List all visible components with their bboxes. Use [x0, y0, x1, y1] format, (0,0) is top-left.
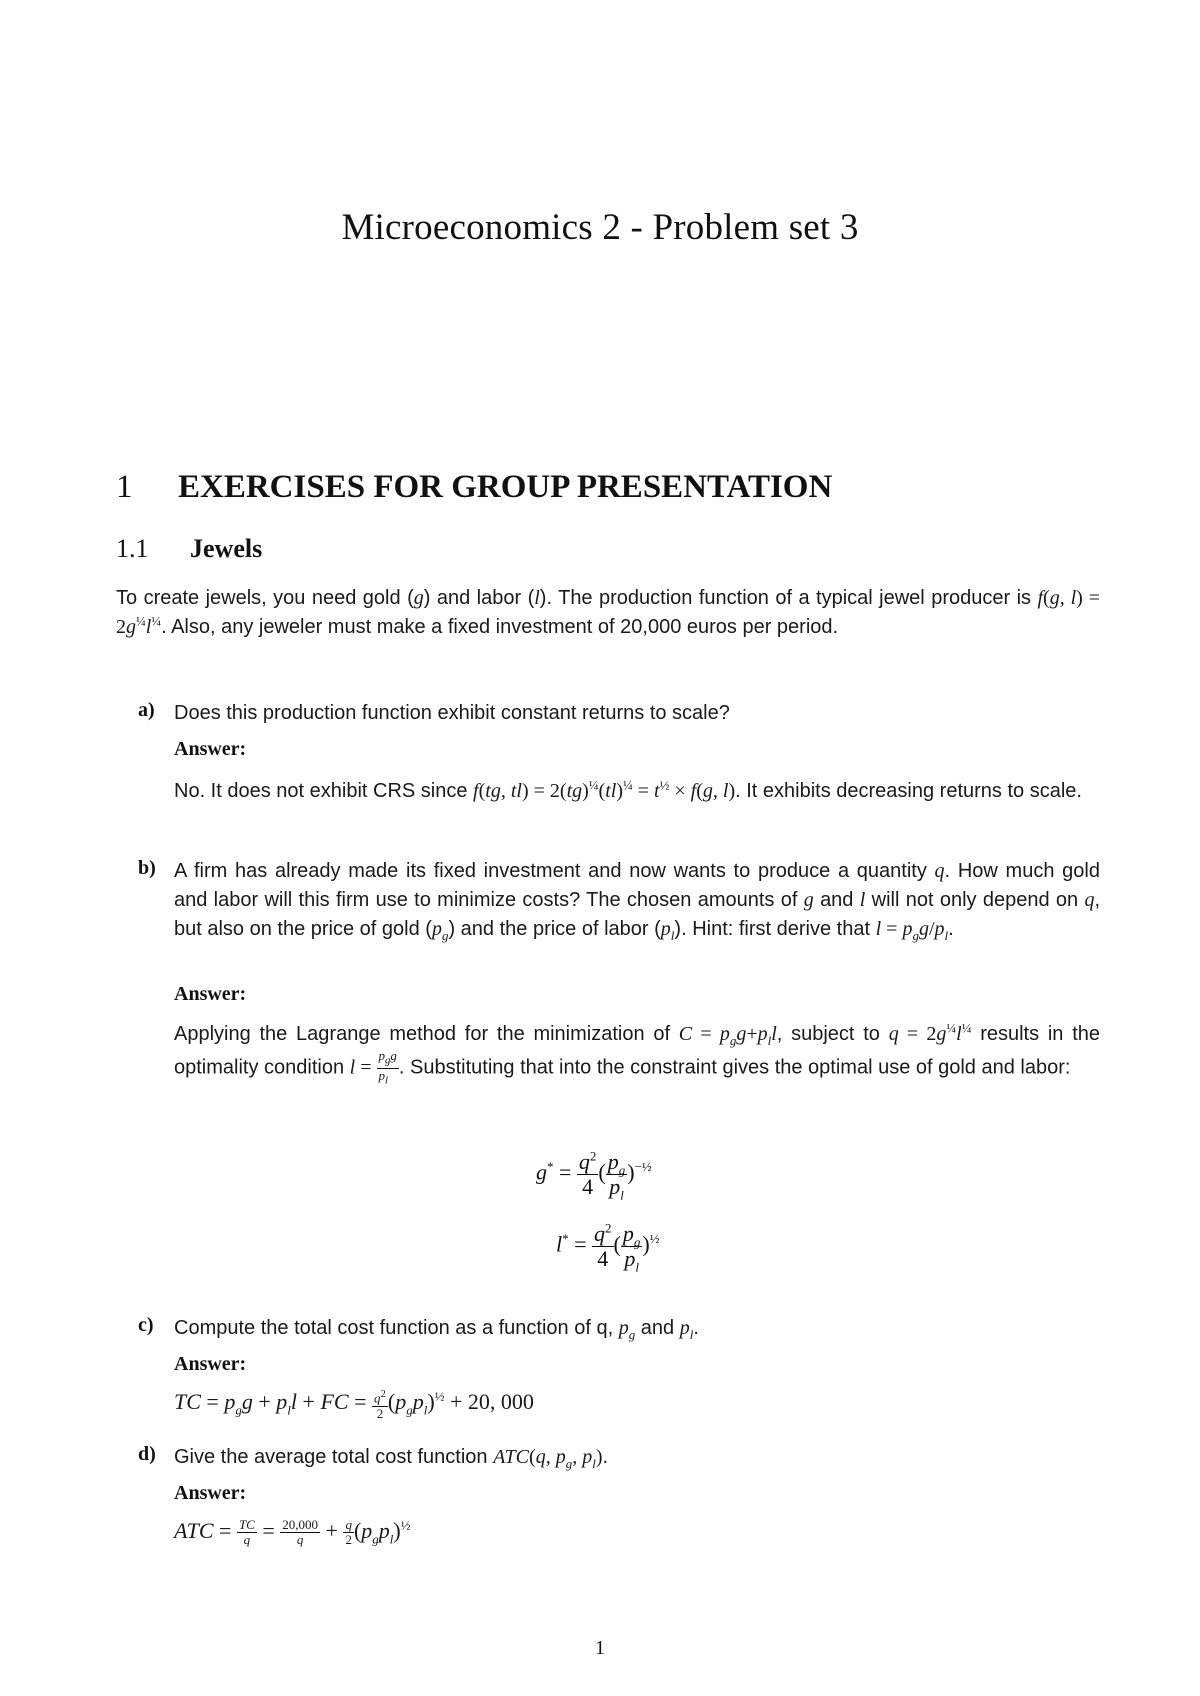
section-title: EXERCISES FOR GROUP PRESENTATION [178, 469, 833, 505]
item-c-answer-label: Answer: [174, 1353, 247, 1375]
item-b-answer: Applying the Lagrange method for the minimization of $C = p_gg+p_ll$, subject to $q = 2g^{\frac{1}{4}}l^{\frac{1}{4}}$ results in the optimality condition l = $\frac{p_gg}{p_l}$ . Substituting that into the constraint gives the optimal use of gold and labor: [174, 1020, 1100, 1087]
item-b-question: A firm has already made its fixed investment and now wants to produce a quantity q. How much gold and labor will this firm use to minimize costs? The chosen amounts of g and l will not only depend on q, but also on the price of gold $(p_g)$ and the price of labor $(p_l)$. Hint: first derive that $l = p_gg/p_l$. [174, 860, 1101, 943]
subsection-number: 1.1 [116, 534, 149, 563]
section-heading [116, 469, 832, 506]
item-a-answer-label: Answer: [174, 738, 247, 760]
section-number: 1 [116, 469, 133, 505]
item-b-answer-label: Answer: [174, 983, 247, 1005]
intro-paragraph: To create jewels, you need gold (g) and labor (l). The production function of a typical jewel producer is f(g, $l) = 2g^{\frac{1}{4}}l^{\frac{1}{4}}$. Also, any jeweler must make a fixed investment of 20,000 euros per period. [116, 587, 1100, 638]
item-a-label: a) [138, 699, 155, 721]
item-a-question: Does this production function exhibit constant returns to scale? [174, 702, 730, 724]
item-d-question: Give the average total cost function ATC(q, $p_g$, $p_l$). [174, 1446, 609, 1471]
item-c-answer: TC = $p_gg + p_ll$ + FC = $\frac{q^2}{2}$ $(p_gp_l)^{\frac{1}{2}} + 20$, 000 [174, 1388, 534, 1421]
page-number: 1 [595, 1637, 605, 1659]
subsection-heading [116, 534, 262, 564]
equation-g-star: g* = $\frac{q^2}{4}$ ( $\frac{p_g}{p_l}$ )$^{-\frac{1}{2}}$ [536, 1148, 652, 1203]
subsection-title: Jewels [190, 534, 263, 563]
item-c-label: c) [138, 1314, 154, 1336]
item-a-answer: No. It does not exhibit CRS since f(tg, $tl) = 2(tg)^{\frac{1}{4}}(tl)^{\frac{1}{4}} = t^{\frac{1}{2}} \times f(g$, l). It exhibits decreasing returns to scale. [174, 777, 1082, 802]
equation-l-star: l* = $\frac{q^2}{4}$ ( $\frac{p_g}{p_l}$ )$^{\frac{1}{2}}$ [556, 1220, 660, 1275]
item-b-label: b) [138, 857, 156, 879]
item-d-answer-label: Answer: [174, 1482, 247, 1504]
item-d-label: d) [138, 1443, 156, 1465]
item-d-answer: ATC = $\frac{TC}{q}$ = $\frac{20,000}{q}$ + $\frac{q}{2}$ $(p_gp_l)^{\frac{1}{2}}$ [174, 1517, 411, 1548]
item-c-question: Compute the total cost function as a function of q, $p_g$ and $p_l$. [174, 1317, 699, 1342]
document-title: Microeconomics 2 - Problem set 3 [341, 207, 859, 248]
